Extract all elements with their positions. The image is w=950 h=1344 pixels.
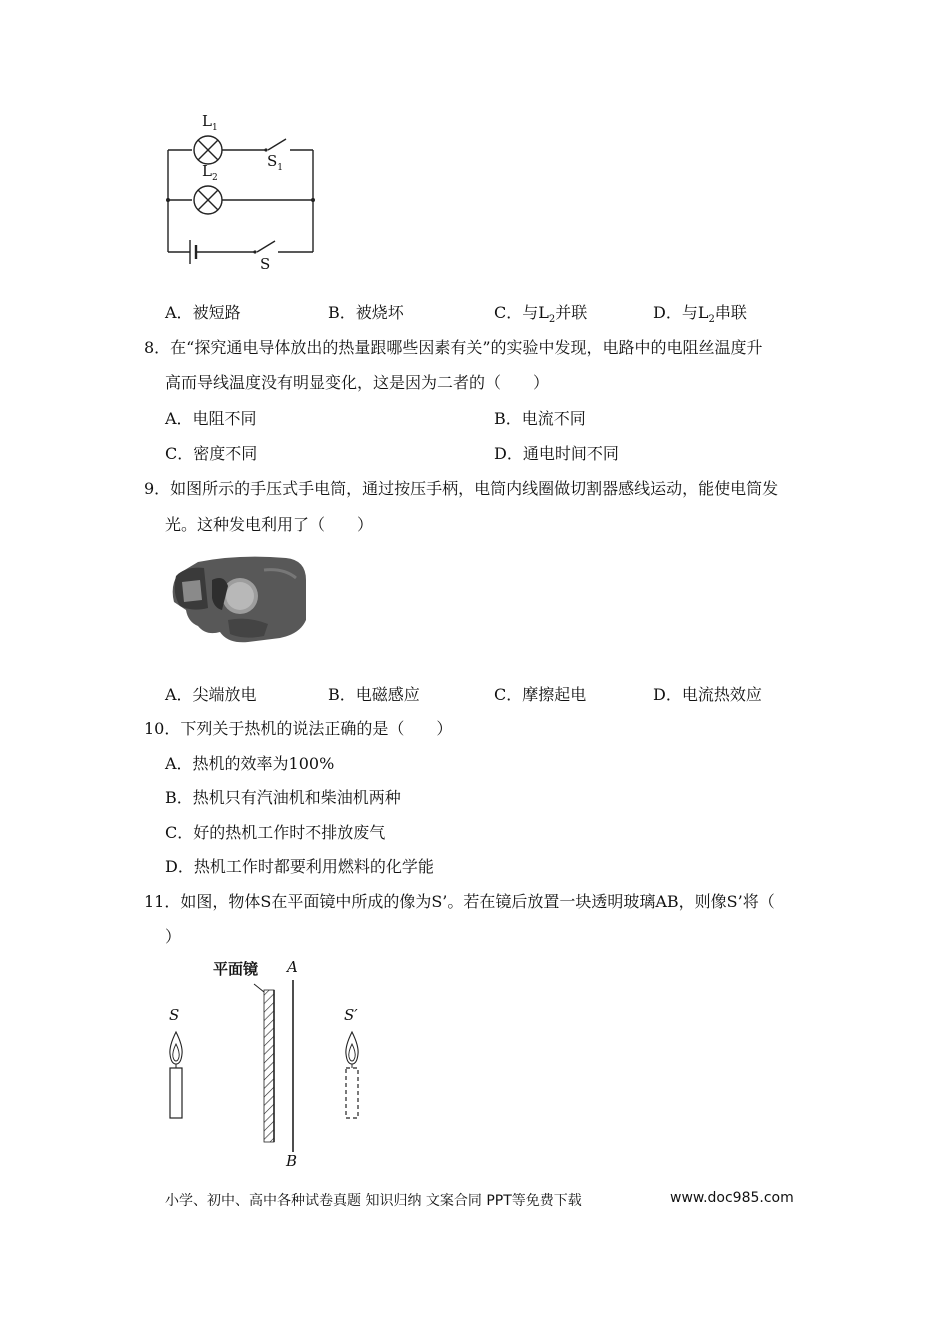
- q8-option-c[interactable]: C．密度不同: [165, 444, 258, 463]
- q9-stem-line1: 9．如图所示的手压式手电筒，通过按压手柄，电筒内线圈做切割器感线运动，能使电筒发: [144, 479, 779, 498]
- label-s: S: [260, 255, 271, 273]
- q9-option-d[interactable]: D．电流热效应: [653, 685, 762, 704]
- q10-option-b[interactable]: B．热机只有汽油机和柴油机两种: [165, 788, 401, 807]
- q9-option-c[interactable]: C．摩擦起电: [494, 685, 587, 704]
- q11-stem-line1: 11．如图，物体S在平面镜中所成的像为S’。若在镜后放置一块透明玻璃AB，则像S’将（: [144, 892, 775, 911]
- q7-option-c[interactable]: C．与$L_2$并联: [494, 303, 588, 326]
- label-s-image: S′: [344, 1006, 358, 1024]
- q9-option-b[interactable]: B．电磁感应: [328, 685, 420, 704]
- hand-flashlight-image: [168, 550, 308, 645]
- q9-option-a[interactable]: A．尖端放电: [165, 685, 257, 704]
- label-l1: $L_1$: [202, 112, 218, 133]
- q7-option-b[interactable]: B．被烧坏: [328, 303, 404, 322]
- circuit-diagram: [150, 105, 340, 280]
- label-a: A: [287, 958, 298, 976]
- label-l2: $L_2$: [202, 162, 218, 183]
- q7-option-d[interactable]: D．与$L_2$串联: [653, 303, 747, 326]
- q10-option-d[interactable]: D．热机工作时都要利用燃料的化学能: [165, 857, 434, 876]
- q8-option-d[interactable]: D．通电时间不同: [494, 444, 619, 463]
- footer-url[interactable]: www.doc985.com: [670, 1190, 794, 1206]
- label-b: B: [286, 1152, 298, 1170]
- q8-stem-line2: 高而导线温度没有明显变化，这是因为二者的（ ）: [165, 373, 550, 392]
- footer-ad-text: 小学、初中、高中各种试卷真题 知识归纳 文案合同 PPT等免费下载: [165, 1193, 582, 1209]
- q10-option-c[interactable]: C．好的热机工作时不排放废气: [165, 823, 386, 842]
- q8-stem-line1: 8．在“探究通电导体放出的热量跟哪些因素有关”的实验中发现，电路中的电阻丝温度升: [144, 338, 763, 357]
- q10-stem: 10．下列关于热机的说法正确的是（ ）: [144, 719, 453, 738]
- q7-option-a[interactable]: A．被短路: [165, 303, 241, 322]
- q8-option-b[interactable]: B．电流不同: [494, 409, 586, 428]
- q11-stem-line2: ）: [165, 927, 182, 946]
- q9-stem-line2: 光。这种发电利用了（ ）: [165, 515, 374, 534]
- label-s1: $S_1$: [267, 152, 284, 173]
- q10-option-a[interactable]: A．热机的效率为100%: [165, 754, 335, 773]
- q8-option-a[interactable]: A．电阻不同: [165, 409, 257, 428]
- label-plane-mirror: 平面镜: [213, 960, 259, 978]
- label-s-object: S: [169, 1006, 180, 1024]
